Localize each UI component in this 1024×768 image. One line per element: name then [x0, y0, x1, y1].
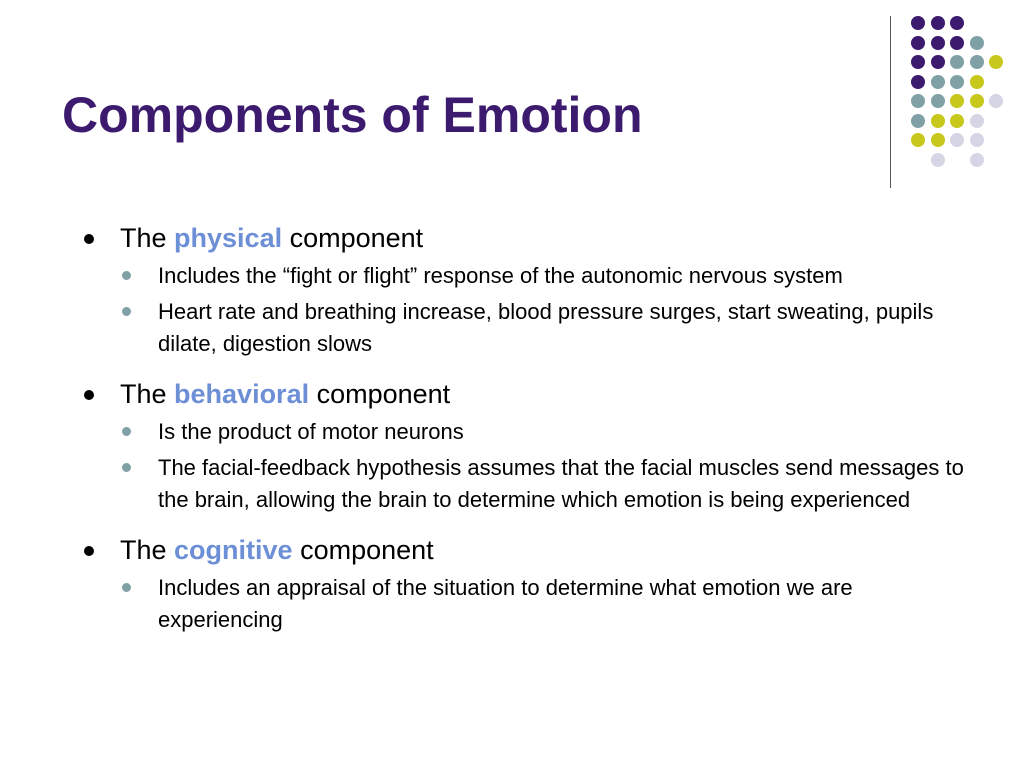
keyword-behavioral: behavioral	[174, 379, 310, 409]
bullet-suffix: component	[309, 379, 451, 409]
decorative-dot	[950, 114, 964, 128]
sub-bullet	[80, 260, 973, 292]
sub-bullet-dot	[122, 583, 131, 592]
decorative-dot	[911, 75, 925, 89]
decorative-dot	[931, 16, 945, 30]
sub-bullet-text: Heart rate and breathing increase, blood pressure surges, start sweating, pupils dilate, digestion slows	[158, 299, 934, 356]
decorative-dot	[931, 75, 945, 89]
vertical-divider	[890, 16, 891, 188]
decorative-dot	[950, 94, 964, 108]
sub-bullet-dot	[122, 463, 131, 472]
bullet-prefix: The	[120, 379, 175, 409]
decorative-dot	[931, 114, 945, 128]
decorative-dot	[931, 36, 945, 50]
decorative-dot	[911, 36, 925, 50]
decorative-dot	[950, 75, 964, 89]
decorative-dot	[970, 133, 984, 147]
decorative-dot	[931, 133, 945, 147]
decorative-dot	[911, 94, 925, 108]
keyword-cognitive: cognitive	[174, 535, 293, 565]
keyword-physical: physical	[174, 223, 283, 253]
sub-bullet-text: Includes the “fight or flight” response of the autonomic nervous system	[158, 263, 843, 288]
decorative-dot	[970, 36, 984, 50]
decorative-dot	[989, 94, 1003, 108]
decorative-dot	[950, 55, 964, 69]
bullet-physical	[80, 220, 980, 256]
bullet-prefix: The	[120, 535, 175, 565]
decorative-dot	[911, 133, 925, 147]
bullet-prefix: The	[120, 223, 175, 253]
decorative-dot	[950, 36, 964, 50]
bullet-cognitive	[80, 532, 980, 568]
decorative-dot	[970, 114, 984, 128]
bullet-list	[80, 220, 980, 640]
decorative-dot	[931, 55, 945, 69]
sub-bullet-text: The facial-feedback hypothesis assumes that the facial muscles send messages to the brain, allowing the brain to determine which emotion is being experienced	[158, 455, 964, 512]
decorative-dot	[989, 55, 1003, 69]
decorative-dot	[970, 153, 984, 167]
sub-bullet	[80, 416, 973, 448]
decorative-dot	[911, 114, 925, 128]
bullet-behavioral	[80, 376, 980, 412]
bullet-dot	[84, 234, 94, 244]
bullet-suffix: component	[292, 535, 434, 565]
bullet-dot	[84, 390, 94, 400]
decorative-dot	[950, 133, 964, 147]
sub-bullet	[80, 572, 973, 636]
sub-bullet-dot	[122, 271, 131, 280]
decorative-dot	[931, 94, 945, 108]
decorative-dot	[911, 16, 925, 30]
sub-bullet-dot	[122, 307, 131, 316]
bullet-dot	[84, 546, 94, 556]
sub-bullet	[80, 296, 973, 360]
decorative-dot	[931, 153, 945, 167]
slide-title: Components of Emotion	[62, 87, 643, 143]
sub-bullet-dot	[122, 427, 131, 436]
decorative-dot	[970, 94, 984, 108]
decorative-dot	[950, 16, 964, 30]
sub-bullet	[80, 452, 973, 516]
sub-bullet-text: Is the product of motor neurons	[158, 419, 464, 444]
decorative-dot	[911, 55, 925, 69]
decorative-dot	[970, 75, 984, 89]
sub-bullet-text: Includes an appraisal of the situation to determine what emotion we are experiencing	[158, 575, 853, 632]
decorative-dot	[970, 55, 984, 69]
bullet-suffix: component	[282, 223, 424, 253]
